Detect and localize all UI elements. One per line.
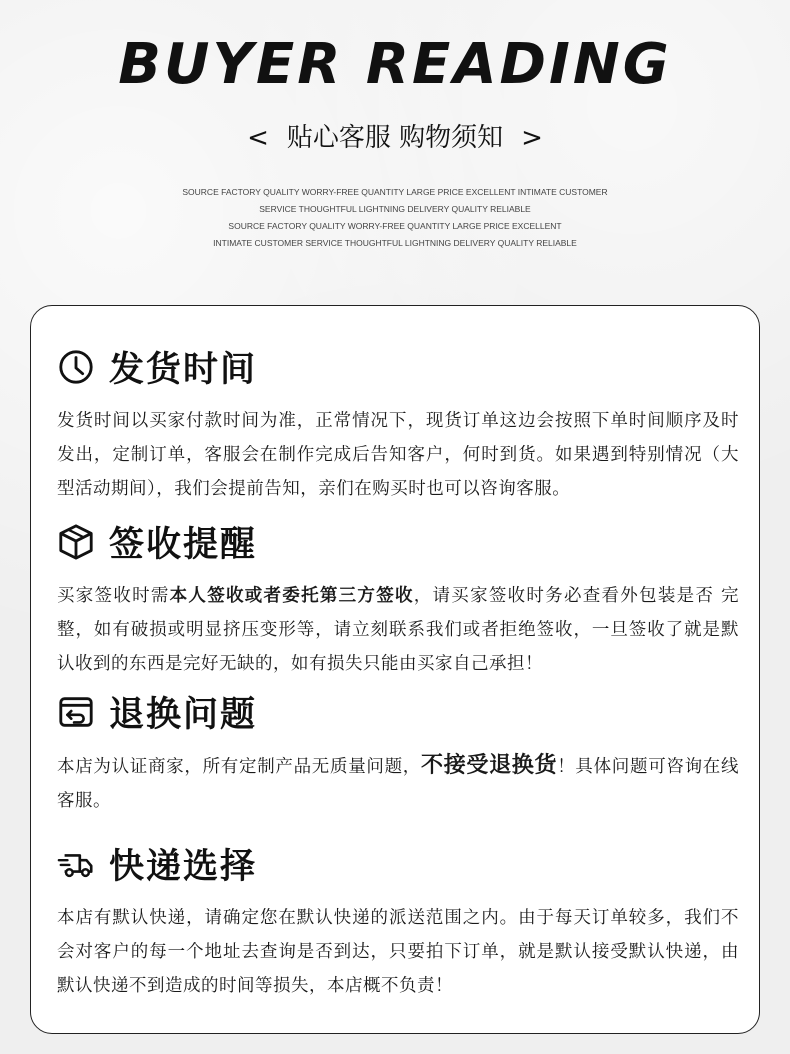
page-title: BUYER READING bbox=[118, 32, 672, 97]
section-body bbox=[57, 749, 739, 818]
section-title: 发货时间 bbox=[109, 350, 258, 390]
info-card bbox=[30, 305, 760, 1034]
section-shipping-time bbox=[57, 344, 739, 506]
body-text: 本店为认证商家，所有定制产品无质量问题， bbox=[57, 757, 421, 777]
page-subtitle bbox=[0, 118, 790, 158]
tagline bbox=[0, 184, 790, 252]
section-body: 发货时间以买家付款时间为准，正常情况下，现货订单这边会按照下单时间顺序及时发出，定制订单，客服会在制作完成后告知客户，何时到货。如果遇到特别情况（大型活动期间），我们会提前告知，亲们在购买时也可以咨询客服。 bbox=[57, 411, 739, 499]
section-body bbox=[57, 579, 739, 681]
tagline-line: INTIMATE CUSTOMER SERVICE THOUGHTFUL LIGHTNING DELIVERY QUALITY RELIABLE bbox=[213, 238, 577, 248]
tagline-line: SOURCE FACTORY QUALITY WORRY-FREE QUANTITY LARGE PRICE EXCELLENT INTIMATE CUSTOMER bbox=[182, 187, 608, 197]
return-icon bbox=[57, 693, 95, 731]
tagline-line: SERVICE THOUGHTFUL LIGHTNING DELIVERY QUALITY RELIABLE bbox=[259, 204, 531, 214]
left-chevron: < bbox=[247, 123, 269, 153]
box-icon bbox=[57, 523, 95, 561]
subtitle-text: 贴心客服 购物须知 bbox=[286, 123, 504, 153]
section-sign-reminder bbox=[57, 519, 739, 681]
body-emphasis: 不接受退换货 bbox=[421, 753, 558, 778]
body-text: ，请买家签收时务必查看外包装是否 完整，如有破损或明显挤压变形等，请立刻联系我们或者拒绝签收，一旦签收了就是默认收到的东西是完好无缺的，如有损失只能由买家自己承担！ bbox=[57, 586, 740, 674]
section-courier bbox=[57, 841, 739, 1003]
section-returns bbox=[57, 689, 739, 818]
section-body: 本店有默认快递，请确定您在默认快递的派送范围之内。由于每天订单较多，我们不会对客户的每一个地址去查询是否到达，只要拍下订单，就是默认接受默认快递，由默认快递不到造成的时间等损失，本店概不负责！ bbox=[57, 908, 739, 996]
section-title: 签收提醒 bbox=[109, 525, 258, 565]
section-title: 快递选择 bbox=[109, 847, 258, 887]
tagline-line: SOURCE FACTORY QUALITY WORRY-FREE QUANTITY LARGE PRICE EXCELLENT bbox=[228, 221, 562, 231]
delivery-truck-icon bbox=[57, 845, 95, 883]
clock-icon bbox=[57, 348, 95, 386]
section-title: 退换问题 bbox=[109, 695, 258, 735]
right-chevron: > bbox=[521, 123, 543, 153]
body-emphasis: 本人签收或者委托第三方签收 bbox=[169, 586, 414, 606]
body-text: ！具体问题可咨询在线客服。 bbox=[57, 757, 739, 811]
body-text: 买家签收时需 bbox=[57, 586, 170, 606]
